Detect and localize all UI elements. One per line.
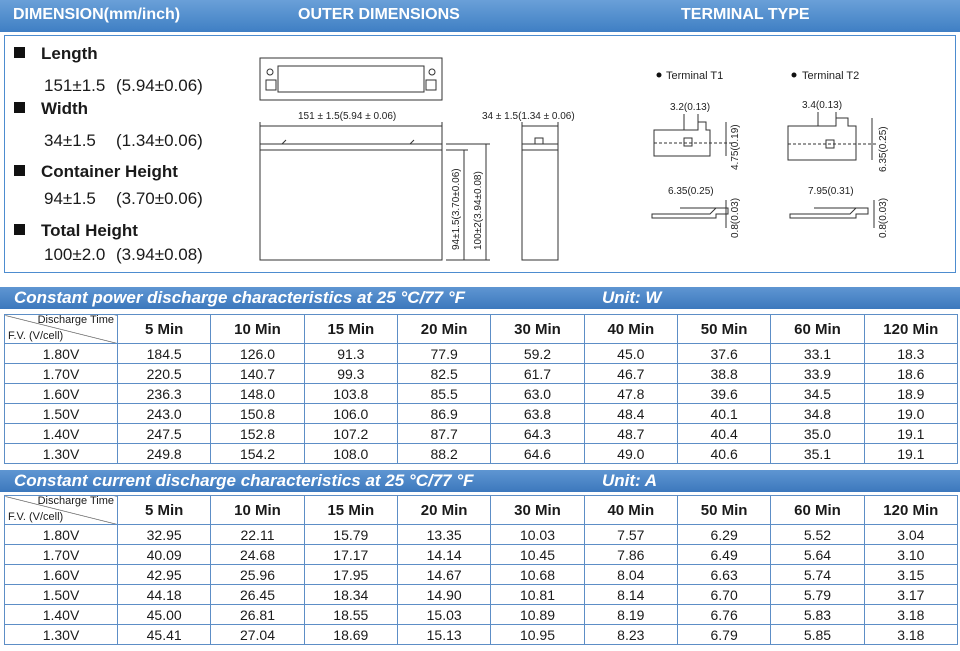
dimension-title: DIMENSION(mm/inch) (13, 6, 181, 23)
table-cell: 3.04 (864, 525, 957, 545)
table-cell: 19.1 (864, 444, 957, 464)
table-cell: 45.41 (118, 625, 211, 645)
t1-height-label: 4.75(0.19) (730, 124, 741, 170)
table-cell: 10.68 (491, 565, 584, 585)
table-cell: 99.3 (304, 364, 397, 384)
table-row (5, 444, 958, 464)
table-row (5, 384, 958, 404)
fv-cell: 1.50V (5, 404, 118, 424)
table-cell: 107.2 (304, 424, 397, 444)
column-header: 40 Min (584, 315, 677, 344)
table-cell: 19.0 (864, 404, 957, 424)
table-cell: 108.0 (304, 444, 397, 464)
table-row (5, 424, 958, 444)
dim-value-width: 34±1.5 (1.34±0.06) (44, 131, 203, 150)
table-cell: 47.8 (584, 384, 677, 404)
table-cell: 19.1 (864, 424, 957, 444)
table-cell: 49.0 (584, 444, 677, 464)
table-cell: 8.19 (584, 605, 677, 625)
t2-front-shape (788, 118, 856, 160)
table-cell: 26.81 (211, 605, 304, 625)
table-cell: 8.23 (584, 625, 677, 645)
terminal-hole-icon (267, 69, 273, 75)
t2-height-label: 6.35(0.25) (878, 126, 889, 172)
column-header: 20 Min (397, 496, 490, 525)
terminal-type-title: TERMINAL TYPE (681, 6, 810, 23)
front-view-outline (260, 144, 442, 260)
bullet-dot-icon (657, 73, 662, 78)
column-header: 40 Min (584, 496, 677, 525)
outer-dimensions-title: OUTER DIMENSIONS (298, 6, 460, 23)
dim-value-length: 151±1.5 (5.94±0.06) (44, 76, 203, 95)
current-table-title: Constant current discharge characteristics at 25 °C/77 °F (14, 471, 474, 490)
power-table-title: Constant power discharge characteristics at 25 °C/77 °F (14, 288, 466, 307)
fv-cell: 1.30V (5, 444, 118, 464)
table-cell: 3.15 (864, 565, 957, 585)
table-corner-cell (5, 315, 118, 344)
t1-front-shape (654, 122, 710, 156)
column-header: 50 Min (677, 315, 770, 344)
table-cell: 24.68 (211, 545, 304, 565)
table-cell: 8.04 (584, 565, 677, 585)
column-header: 20 Min (397, 315, 490, 344)
table-cell: 18.34 (304, 585, 397, 605)
width-dim-label: 34 ± 1.5(1.34 ± 0.06) (482, 111, 575, 122)
column-header: 15 Min (304, 496, 397, 525)
table-cell: 39.6 (677, 384, 770, 404)
top-view-terminal (426, 80, 436, 90)
table-cell: 5.64 (771, 545, 864, 565)
table-cell: 6.79 (677, 625, 770, 645)
table-cell: 46.7 (584, 364, 677, 384)
column-header: 10 Min (211, 315, 304, 344)
fv-cell: 1.40V (5, 605, 118, 625)
fv-cell: 1.60V (5, 565, 118, 585)
column-header: 60 Min (771, 496, 864, 525)
table-cell: 249.8 (118, 444, 211, 464)
dim-label-length: Length (14, 44, 98, 64)
fv-cell: 1.80V (5, 344, 118, 364)
table-cell: 35.1 (771, 444, 864, 464)
dim-value-total-height: 100±2.0 (3.94±0.08) (44, 245, 203, 264)
table-cell: 48.4 (584, 404, 677, 424)
t2-top-width-label: 3.4(0.13) (802, 100, 843, 111)
table-row (5, 364, 958, 384)
table-cell: 6.63 (677, 565, 770, 585)
table-cell: 27.04 (211, 625, 304, 645)
table-cell: 87.7 (397, 424, 490, 444)
table-cell: 7.57 (584, 525, 677, 545)
table-cell: 220.5 (118, 364, 211, 384)
table-cell: 85.5 (397, 384, 490, 404)
table-cell: 22.11 (211, 525, 304, 545)
outer-dimensions-drawing (250, 52, 600, 270)
terminal-t1-label: Terminal T1 (666, 70, 724, 82)
table-cell: 25.96 (211, 565, 304, 585)
table-cell: 5.83 (771, 605, 864, 625)
table-row (5, 344, 958, 364)
column-header: 5 Min (118, 315, 211, 344)
current-table-unit: Unit: A (602, 471, 658, 490)
table-cell: 17.17 (304, 545, 397, 565)
t1-side-shape (652, 208, 728, 218)
t1-thickness-label: 0.8(0.03) (730, 197, 741, 238)
table-cell: 13.35 (397, 525, 490, 545)
fv-cell: 1.40V (5, 424, 118, 444)
dim-label-container-height: Container Height (14, 162, 178, 182)
table-cell: 15.03 (397, 605, 490, 625)
table-row (5, 525, 958, 545)
table-cell: 14.14 (397, 545, 490, 565)
power-discharge-table (4, 314, 958, 464)
total-height-dim-label: 100±2(3.94±0.08) (473, 171, 484, 250)
t1-top-width-label: 3.2(0.13) (670, 102, 711, 113)
column-header: 60 Min (771, 315, 864, 344)
t2-bottom-width-label: 7.95(0.31) (808, 186, 854, 197)
table-cell: 26.45 (211, 585, 304, 605)
current-table-band (0, 470, 960, 492)
table-cell: 236.3 (118, 384, 211, 404)
table-cell: 64.3 (491, 424, 584, 444)
table-cell: 45.00 (118, 605, 211, 625)
table-cell: 86.9 (397, 404, 490, 424)
fv-cell: 1.30V (5, 625, 118, 645)
table-cell: 140.7 (211, 364, 304, 384)
terminal-t2-label: Terminal T2 (802, 70, 860, 82)
fv-cell: 1.70V (5, 545, 118, 565)
table-cell: 18.9 (864, 384, 957, 404)
fv-cell: 1.80V (5, 525, 118, 545)
table-cell: 14.90 (397, 585, 490, 605)
table-cell: 3.18 (864, 605, 957, 625)
table-cell: 7.86 (584, 545, 677, 565)
column-header: 15 Min (304, 315, 397, 344)
table-cell: 3.18 (864, 625, 957, 645)
table-cell: 184.5 (118, 344, 211, 364)
table-cell: 10.03 (491, 525, 584, 545)
corner-bottom-label: F.V. (V/cell) (8, 511, 64, 523)
table-cell: 8.14 (584, 585, 677, 605)
table-cell: 77.9 (397, 344, 490, 364)
table-cell: 63.8 (491, 404, 584, 424)
column-header: 30 Min (491, 496, 584, 525)
table-cell: 126.0 (211, 344, 304, 364)
table-cell: 82.5 (397, 364, 490, 384)
table-cell: 5.79 (771, 585, 864, 605)
table-cell: 6.49 (677, 545, 770, 565)
table-cell: 38.8 (677, 364, 770, 384)
dim-label-width: Width (14, 99, 88, 119)
table-cell: 5.52 (771, 525, 864, 545)
side-view-terminal (535, 138, 543, 144)
table-cell: 34.5 (771, 384, 864, 404)
corner-bottom-label: F.V. (V/cell) (8, 330, 64, 342)
terminal-drawings (640, 60, 950, 240)
table-cell: 150.8 (211, 404, 304, 424)
table-row (5, 605, 958, 625)
container-height-dim-label: 94±1.5(3.70±0.06) (451, 168, 462, 250)
table-cell: 14.67 (397, 565, 490, 585)
table-cell: 10.95 (491, 625, 584, 645)
table-cell: 18.55 (304, 605, 397, 625)
table-cell: 6.70 (677, 585, 770, 605)
bullet-square-icon (14, 165, 25, 176)
table-row (5, 404, 958, 424)
table-cell: 33.1 (771, 344, 864, 364)
column-header: 120 Min (864, 315, 957, 344)
t1-bottom-width-label: 6.35(0.25) (668, 186, 714, 197)
bullet-square-icon (14, 102, 25, 113)
column-header: 30 Min (491, 315, 584, 344)
table-header-row (5, 315, 958, 344)
bullet-square-icon (14, 47, 25, 58)
table-header-row (5, 496, 958, 525)
table-cell: 103.8 (304, 384, 397, 404)
table-cell: 10.45 (491, 545, 584, 565)
bullet-dot-icon (792, 73, 797, 78)
table-cell: 106.0 (304, 404, 397, 424)
length-dim-label: 151 ± 1.5(5.94 ± 0.06) (298, 111, 397, 122)
table-cell: 243.0 (118, 404, 211, 424)
table-cell: 15.13 (397, 625, 490, 645)
table-cell: 35.0 (771, 424, 864, 444)
table-cell: 5.85 (771, 625, 864, 645)
table-row (5, 545, 958, 565)
table-row (5, 625, 958, 645)
top-view-inner (278, 66, 424, 92)
t2-thickness-label: 0.8(0.03) (878, 197, 889, 238)
table-cell: 247.5 (118, 424, 211, 444)
table-cell: 18.69 (304, 625, 397, 645)
table-cell: 44.18 (118, 585, 211, 605)
table-cell: 88.2 (397, 444, 490, 464)
column-header: 120 Min (864, 496, 957, 525)
power-table-band (0, 287, 960, 309)
table-cell: 40.1 (677, 404, 770, 424)
table-cell: 10.81 (491, 585, 584, 605)
table-row (5, 565, 958, 585)
table-cell: 37.6 (677, 344, 770, 364)
table-cell: 34.8 (771, 404, 864, 424)
t2-side-shape (790, 208, 868, 218)
table-cell: 6.29 (677, 525, 770, 545)
table-cell: 148.0 (211, 384, 304, 404)
table-row (5, 585, 958, 605)
power-table-unit: Unit: W (602, 288, 662, 307)
table-cell: 15.79 (304, 525, 397, 545)
dim-value-container-height: 94±1.5 (3.70±0.06) (44, 189, 203, 208)
column-header: 50 Min (677, 496, 770, 525)
table-cell: 6.76 (677, 605, 770, 625)
table-cell: 63.0 (491, 384, 584, 404)
table-cell: 17.95 (304, 565, 397, 585)
table-cell: 40.4 (677, 424, 770, 444)
top-view-outline (260, 58, 442, 100)
table-cell: 42.95 (118, 565, 211, 585)
table-cell: 32.95 (118, 525, 211, 545)
table-cell: 3.17 (864, 585, 957, 605)
table-cell: 3.10 (864, 545, 957, 565)
table-cell: 5.74 (771, 565, 864, 585)
table-cell: 61.7 (491, 364, 584, 384)
table-cell: 40.09 (118, 545, 211, 565)
fv-cell: 1.60V (5, 384, 118, 404)
corner-top-label: Discharge Time (37, 495, 114, 507)
table-cell: 64.6 (491, 444, 584, 464)
table-cell: 45.0 (584, 344, 677, 364)
current-discharge-table (4, 495, 958, 645)
table-cell: 33.9 (771, 364, 864, 384)
table-cell: 18.6 (864, 364, 957, 384)
table-cell: 152.8 (211, 424, 304, 444)
table-cell: 91.3 (304, 344, 397, 364)
top-view-terminal (266, 80, 276, 90)
terminal-hole-icon (429, 69, 435, 75)
dim-label-total-height: Total Height (14, 221, 138, 241)
table-cell: 18.3 (864, 344, 957, 364)
table-cell: 48.7 (584, 424, 677, 444)
table-cell: 154.2 (211, 444, 304, 464)
fv-cell: 1.70V (5, 364, 118, 384)
table-cell: 40.6 (677, 444, 770, 464)
table-cell: 59.2 (491, 344, 584, 364)
header-bar (0, 0, 960, 32)
table-cell: 10.89 (491, 605, 584, 625)
column-header: 5 Min (118, 496, 211, 525)
bullet-square-icon (14, 224, 25, 235)
column-header: 10 Min (211, 496, 304, 525)
table-corner-cell (5, 496, 118, 525)
fv-cell: 1.50V (5, 585, 118, 605)
side-view-outline (522, 144, 558, 260)
corner-top-label: Discharge Time (37, 314, 114, 326)
